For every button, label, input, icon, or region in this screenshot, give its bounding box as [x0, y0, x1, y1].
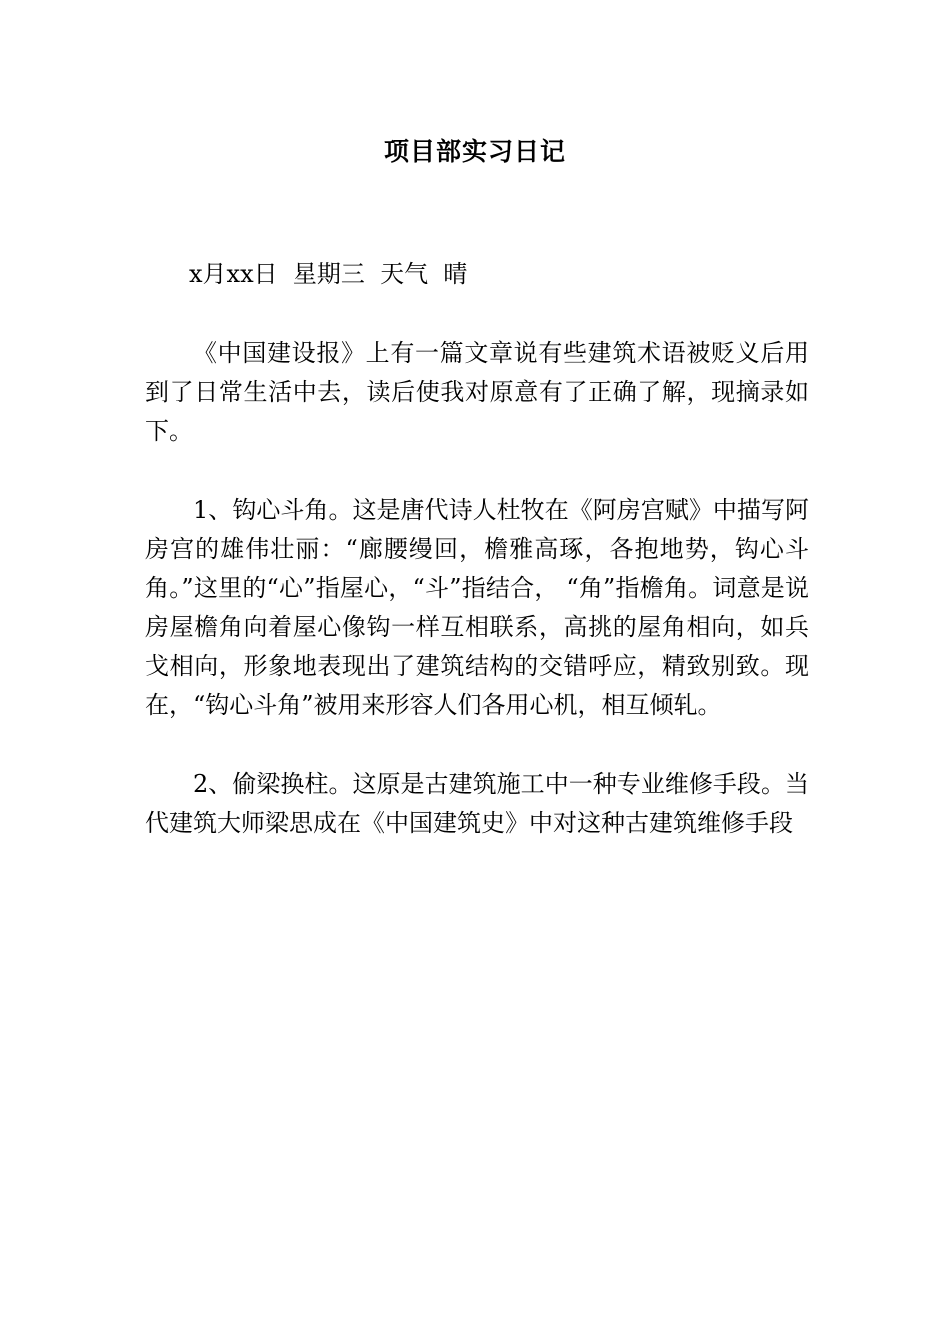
paragraph-item-1: 1、钩心斗角。这是唐代诗人杜牧在《阿房宫赋》中描写阿房宫的雄伟壮丽：“廊腰缦回，檐雅高琢，各抱地势，钩心斗角。”这里的“心”指屋心，“斗”指结合， “角”指檐角。词意是说房屋檐角向着屋心像钩一样互相联系，高挑的屋角相向，如兵戈相向，形象地表现出了建筑结构的交错呼应，精致别致。现在，“钩心斗角”被用来形容人们各用心机，相互倾轧。: [145, 496, 809, 719]
document-title: 项目部实习日记: [383, 137, 566, 166]
document-body: [145, 255, 809, 843]
paragraph-intro: 《中国建设报》上有一篇文章说有些建筑术语被贬义后用到了日常生活中去，读后使我对原意有了正确了解，现摘录如下。: [145, 339, 809, 445]
paragraph-item-2: 2、偷梁换柱。这原是古建筑施工中一种专业维修手段。当代建筑大师梁思成在《中国建筑史》中对这种古建筑维修手段: [145, 770, 809, 837]
date-weather-line: x月xx日 星期三 天气 晴: [189, 260, 468, 288]
